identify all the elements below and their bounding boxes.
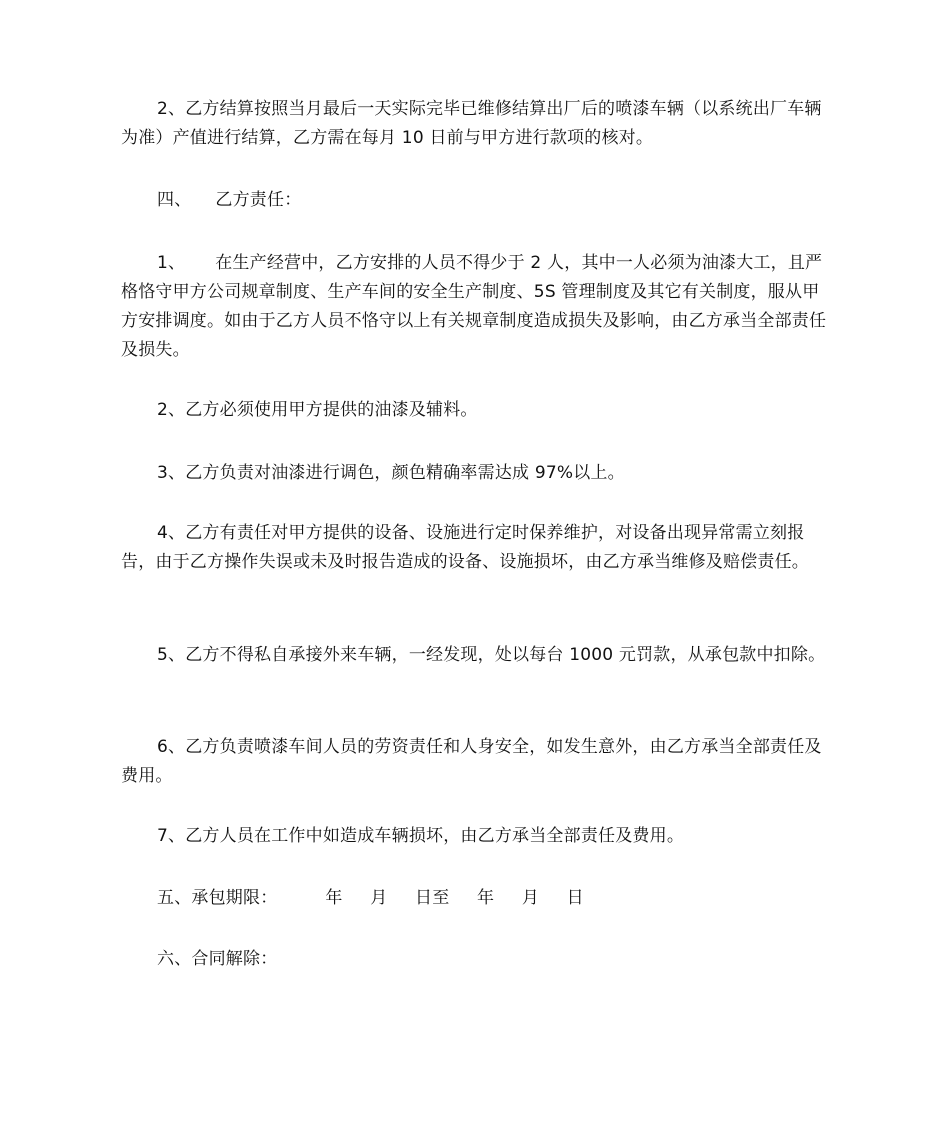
section-5-title: 五、承包期限： (157, 888, 278, 908)
responsibility-clause-1 (121, 249, 833, 365)
responsibility-clause-3-text: 3、乙方负责对油漆进行调色，颜色精确率需达成 97%以上。 (157, 463, 625, 483)
responsibility-clause-7 (121, 822, 833, 851)
responsibility-clause-5 (121, 641, 833, 670)
responsibility-clause-1-text: 在生产经营中，乙方安排的人员不得少于 2 人，其中一人必须为油漆大工，且严格恪守甲方公司规章制度、生产车间的安全生产制度、5S 管理制度及其它有关制度，服从甲方安排调度。如由于乙方人员不恪守以上有关规章制度造成损失及影响，由乙方承当全部责任及损失。 (121, 253, 827, 360)
responsibility-clause-1-number: 1、 (157, 253, 186, 273)
responsibility-clause-6 (121, 733, 833, 791)
section-4-title: 乙方责任： (215, 190, 302, 210)
section-5-heading (121, 884, 833, 913)
responsibility-clause-6-text: 6、乙方负责喷漆车间人员的劳资责任和人身安全，如发生意外，由乙方承当全部责任及费用。 (121, 737, 822, 786)
responsibility-clause-3 (121, 459, 833, 488)
section-4-number: 四、 (157, 190, 192, 210)
section-6-heading (121, 945, 833, 974)
responsibility-clause-5-text: 5、乙方不得私自承接外来车辆，一经发现，处以每台 1000 元罚款，从承包款中扣除。 (157, 645, 826, 665)
responsibility-clause-2-text: 2、乙方必须使用甲方提供的油漆及辅料。 (157, 400, 478, 420)
settlement-clause-2-text: 2、乙方结算按照当月最后一天实际完毕已维修结算出厂后的喷漆车辆（以系统出厂车辆为准）产值进行结算，乙方需在每月 10 日前与甲方进行款项的核对。 (121, 99, 822, 148)
responsibility-clause-7-text: 7、乙方人员在工作中如造成车辆损坏，由乙方承当全部责任及费用。 (157, 826, 685, 846)
responsibility-clause-2 (121, 396, 833, 425)
contract-term-date-range: 年 月 日至 年 月 日 (325, 888, 584, 908)
settlement-clause-2 (121, 95, 833, 153)
responsibility-clause-4-text: 4、乙方有责任对甲方提供的设备、设施进行定时保养维护，对设备出现异常需立刻报告，由于乙方操作失误或未及时报告造成的设备、设施损坏，由乙方承当维修及赔偿责任。 (121, 523, 809, 572)
section-4-heading (121, 186, 833, 215)
section-6-title: 六、合同解除： (157, 949, 278, 969)
responsibility-clause-4 (121, 519, 833, 577)
